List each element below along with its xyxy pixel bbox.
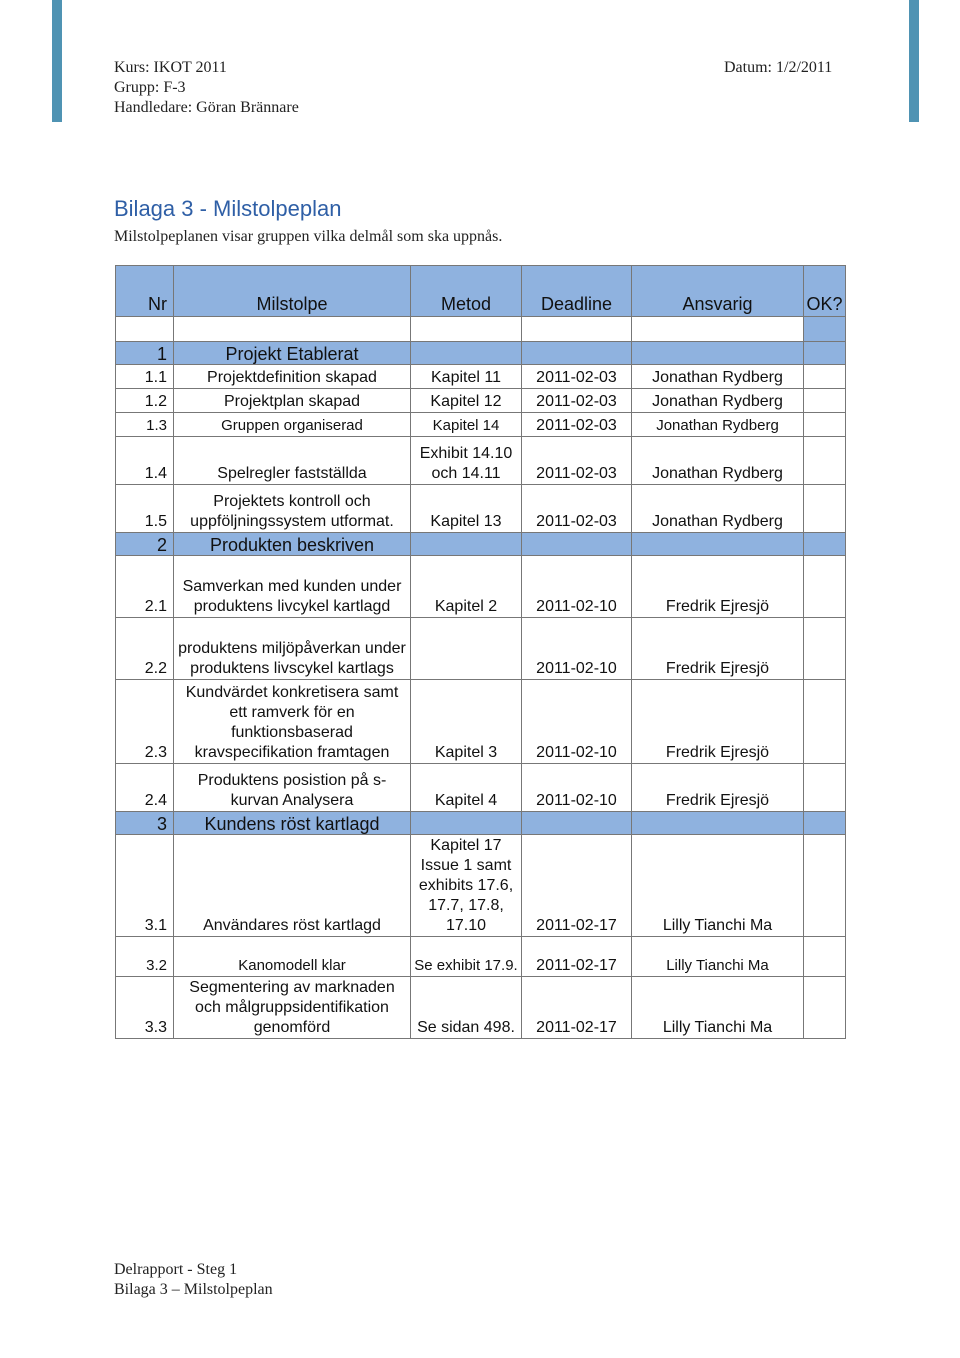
table-header-row: [116, 266, 846, 317]
row-ok: [804, 764, 846, 812]
row-ok: [804, 937, 846, 977]
row-nr: 2.3: [116, 680, 174, 764]
row-responsible: Lilly Tianchi Ma: [632, 937, 804, 977]
section-row: [116, 342, 846, 365]
row-milestone: Projektdefinition skapad: [174, 365, 411, 389]
table-row: [116, 389, 846, 413]
column-header-nr: Nr: [116, 266, 174, 317]
row-ok: [804, 413, 846, 437]
footer-appendix-name: Bilaga 3 – Milstolpeplan: [114, 1281, 273, 1298]
row-method: Kapitel 4: [411, 764, 522, 812]
section-nr: 2: [116, 533, 174, 556]
row-deadline: 2011-02-03: [522, 485, 632, 533]
section-row: [116, 533, 846, 556]
row-nr: 1.1: [116, 365, 174, 389]
row-milestone: produktens miljöpåverkan under produktens livscykel kartlags: [174, 618, 411, 680]
row-deadline: 2011-02-10: [522, 556, 632, 618]
table-row: [116, 618, 846, 680]
footer-report-name: Delrapport - Steg 1: [114, 1261, 238, 1278]
row-responsible: Fredrik Ejresjö: [632, 764, 804, 812]
row-ok: [804, 618, 846, 680]
right-accent-bar: [909, 0, 919, 122]
row-deadline: 2011-02-17: [522, 937, 632, 977]
row-method: Kapitel 11: [411, 365, 522, 389]
row-method: Kapitel 12: [411, 389, 522, 413]
table-row: [116, 680, 846, 764]
table-row: [116, 764, 846, 812]
row-method: Kapitel 14: [411, 413, 522, 437]
date-label: Datum: 1/2/2011: [724, 59, 833, 76]
row-ok: [804, 389, 846, 413]
row-milestone: Gruppen organiserad: [174, 413, 411, 437]
row-milestone: Spelregler fastställda: [174, 437, 411, 485]
page-subtitle: Milstolpeplanen visar gruppen vilka delmål som ska uppnås.: [114, 228, 503, 245]
table-row: [116, 365, 846, 389]
row-milestone: Användares röst kartlagd: [174, 835, 411, 937]
row-deadline: 2011-02-17: [522, 977, 632, 1039]
row-method: Kapitel 2: [411, 556, 522, 618]
row-responsible: Fredrik Ejresjö: [632, 680, 804, 764]
page-title: Bilaga 3 - Milstolpeplan: [114, 196, 342, 221]
row-ok: [804, 835, 846, 937]
row-method: Kapitel 17 Issue 1 samt exhibits 17.6, 17.7, 17.8, 17.10: [411, 835, 522, 937]
row-nr: 2.1: [116, 556, 174, 618]
column-header-milstolpe: Milstolpe: [174, 266, 411, 317]
column-header-deadline: Deadline: [522, 266, 632, 317]
row-milestone: Samverkan med kunden under produktens livcykel kartlagd: [174, 556, 411, 618]
table-row: [116, 437, 846, 485]
table-spacer-row: [116, 317, 846, 342]
row-nr: 3.2: [116, 937, 174, 977]
row-responsible: Jonathan Rydberg: [632, 413, 804, 437]
row-method: Kapitel 13: [411, 485, 522, 533]
row-deadline: 2011-02-03: [522, 413, 632, 437]
row-deadline: 2011-02-10: [522, 764, 632, 812]
row-responsible: Jonathan Rydberg: [632, 485, 804, 533]
column-header-ok: OK?: [804, 266, 846, 317]
row-ok: [804, 485, 846, 533]
row-nr: 1.3: [116, 413, 174, 437]
table-row: [116, 413, 846, 437]
row-responsible: Fredrik Ejresjö: [632, 556, 804, 618]
row-ok: [804, 556, 846, 618]
supervisor-label: Handledare: Göran Brännare: [114, 99, 299, 116]
row-milestone: Segmentering av marknaden och målgruppsidentifikation genomförd: [174, 977, 411, 1039]
row-responsible: Lilly Tianchi Ma: [632, 977, 804, 1039]
row-method: [411, 618, 522, 680]
row-ok: [804, 365, 846, 389]
row-responsible: Lilly Tianchi Ma: [632, 835, 804, 937]
row-responsible: Jonathan Rydberg: [632, 437, 804, 485]
row-method: Kapitel 3: [411, 680, 522, 764]
table-row: [116, 977, 846, 1039]
row-milestone: Kanomodell klar: [174, 937, 411, 977]
row-method: Se sidan 498.: [411, 977, 522, 1039]
column-header-metod: Metod: [411, 266, 522, 317]
row-responsible: Jonathan Rydberg: [632, 389, 804, 413]
row-nr: 1.4: [116, 437, 174, 485]
section-title: Produkten beskriven: [174, 533, 411, 556]
section-row: [116, 812, 846, 835]
section-title: Projekt Etablerat: [174, 342, 411, 365]
row-method: Se exhibit 17.9.: [411, 937, 522, 977]
row-nr: 3.1: [116, 835, 174, 937]
row-milestone: Projektplan skapad: [174, 389, 411, 413]
row-nr: 2.2: [116, 618, 174, 680]
row-milestone: Kundvärdet konkretisera samt ett ramverk för en funktionsbaserad kravspecifikation framtagen: [174, 680, 411, 764]
row-nr: 3.3: [116, 977, 174, 1039]
row-ok: [804, 680, 846, 764]
table-row: [116, 556, 846, 618]
row-nr: 1.5: [116, 485, 174, 533]
row-deadline: 2011-02-10: [522, 680, 632, 764]
row-responsible: Fredrik Ejresjö: [632, 618, 804, 680]
row-deadline: 2011-02-10: [522, 618, 632, 680]
left-accent-bar: [52, 0, 62, 122]
row-nr: 1.2: [116, 389, 174, 413]
row-deadline: 2011-02-03: [522, 389, 632, 413]
section-title: Kundens röst kartlagd: [174, 812, 411, 835]
row-method: Exhibit 14.10 och 14.11: [411, 437, 522, 485]
row-ok: [804, 977, 846, 1039]
table-row: [116, 937, 846, 977]
table-row: [116, 835, 846, 937]
row-milestone: Produktens posistion på s-kurvan Analysera: [174, 764, 411, 812]
row-responsible: Jonathan Rydberg: [632, 365, 804, 389]
section-nr: 1: [116, 342, 174, 365]
row-deadline: 2011-02-03: [522, 437, 632, 485]
course-label: Kurs: IKOT 2011: [114, 59, 227, 76]
row-ok: [804, 437, 846, 485]
row-nr: 2.4: [116, 764, 174, 812]
table-row: [116, 485, 846, 533]
row-deadline: 2011-02-17: [522, 835, 632, 937]
row-milestone: Projektets kontroll och uppföljningssystem utformat.: [174, 485, 411, 533]
row-deadline: 2011-02-03: [522, 365, 632, 389]
section-nr: 3: [116, 812, 174, 835]
group-label: Grupp: F-3: [114, 79, 186, 96]
column-header-ansvarig: Ansvarig: [632, 266, 804, 317]
milestone-table: [115, 265, 846, 1039]
